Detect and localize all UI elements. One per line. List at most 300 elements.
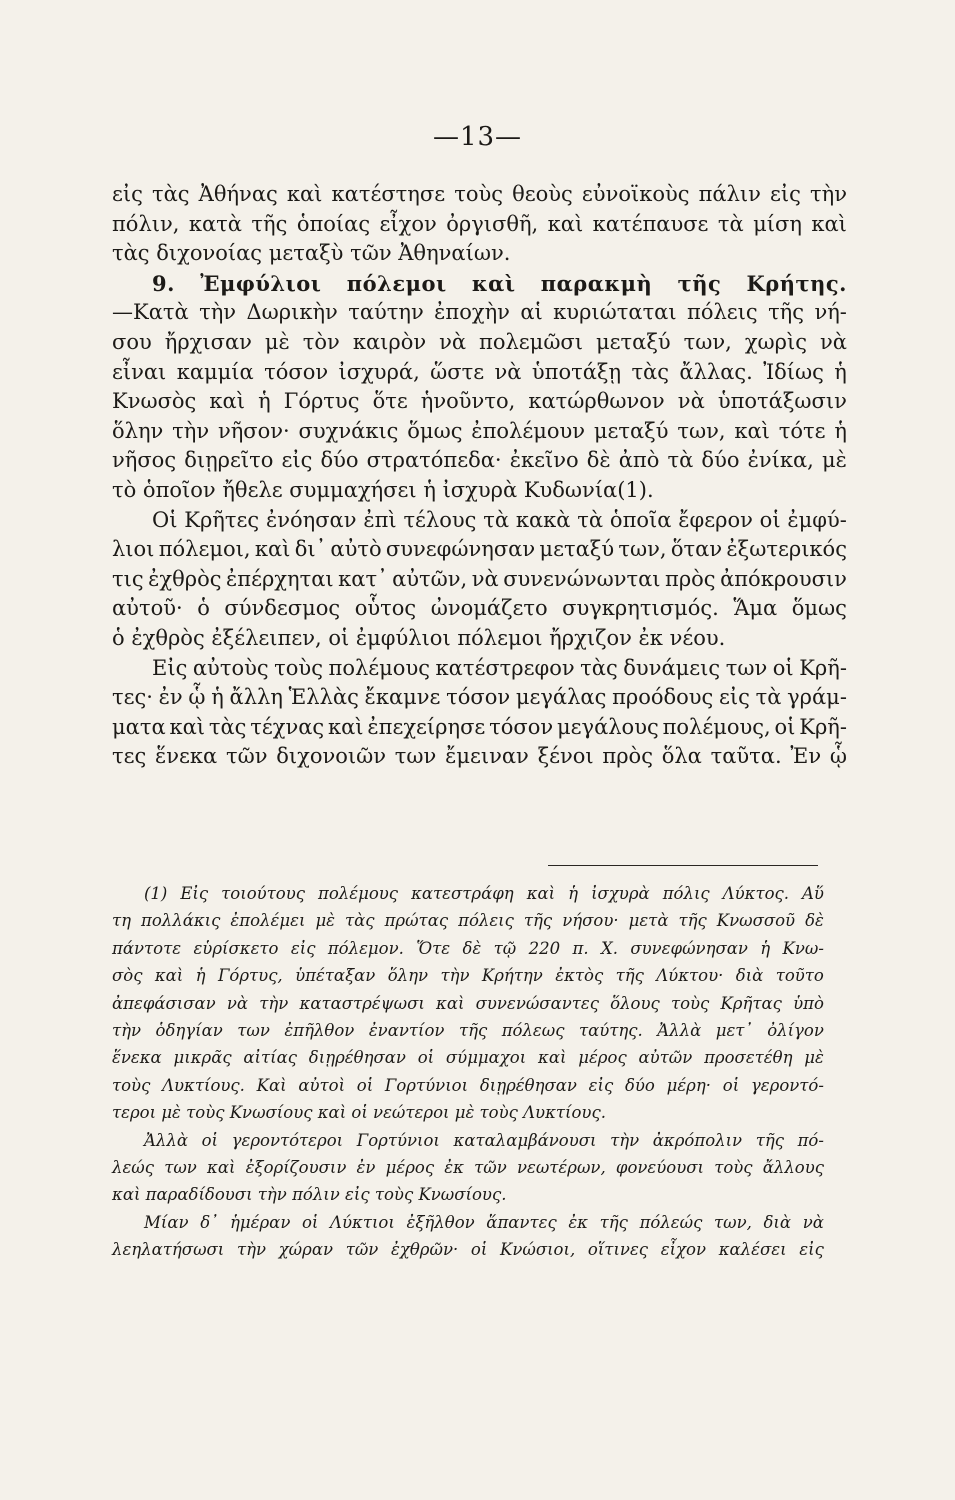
word: εἰς xyxy=(719,685,750,710)
word: τὰς xyxy=(208,714,247,739)
word: κατέστρεφον xyxy=(435,655,575,680)
text-line xyxy=(112,506,847,536)
word: πόλεως xyxy=(501,1020,565,1040)
word: τὰς xyxy=(580,655,618,680)
word: Ἑλλὰς xyxy=(288,685,359,710)
text-line-content xyxy=(112,358,847,388)
word: τέλους xyxy=(403,507,477,532)
word: ἐν xyxy=(356,1157,376,1177)
word: 220 xyxy=(528,938,561,958)
word: νὰ xyxy=(802,1212,824,1232)
word: αὐτοῦ· xyxy=(112,596,183,621)
word: Αὕ xyxy=(802,884,824,903)
text-line xyxy=(112,713,847,743)
word: ἕνεκα xyxy=(155,744,218,769)
word: οἱ xyxy=(417,1048,435,1068)
word: Ἀθήνας xyxy=(198,182,278,206)
footnote-line-content xyxy=(112,1154,824,1181)
word: πάλιν xyxy=(698,182,761,206)
word: 9. xyxy=(152,270,175,296)
text-line-content xyxy=(152,654,847,684)
word: ὅλους xyxy=(610,993,660,1013)
footnote-line-content xyxy=(144,1127,824,1154)
word: συγκρητισμός. xyxy=(562,596,719,621)
word: ἀπόκρουσιν xyxy=(720,566,847,591)
word: Κρήτην xyxy=(481,966,543,986)
footnote-divider xyxy=(548,865,818,866)
word: συνεφώνησαν xyxy=(630,938,748,958)
word: εἶναι xyxy=(112,359,167,384)
word: ἰσχυρά, xyxy=(338,359,420,384)
word: ἰσχυρὰ xyxy=(591,884,650,903)
footnote-line xyxy=(112,935,824,962)
word: ὀργισθῆ, xyxy=(446,211,539,236)
word: ἐπέρχηται xyxy=(226,566,334,591)
word: οἱ xyxy=(774,714,796,739)
word: κατεστράφη xyxy=(411,884,514,903)
word: κατ᾽ xyxy=(338,566,388,591)
word: Ἅμα xyxy=(733,596,778,621)
word: Ἀλλὰ xyxy=(657,1020,702,1040)
word: Λύκτου· xyxy=(656,966,724,986)
word: διὰ xyxy=(735,966,764,986)
word: κατώρθωνον xyxy=(528,389,665,414)
word: καὶ xyxy=(286,182,323,206)
word: προόδους xyxy=(612,685,714,710)
word: τότε xyxy=(778,418,826,443)
word: δύο xyxy=(320,448,359,473)
word: καὶ xyxy=(471,270,516,296)
word: κακὰ xyxy=(515,507,571,532)
word: ὅταν xyxy=(670,537,723,562)
footnote xyxy=(112,880,824,1263)
word: μὲ xyxy=(315,911,336,931)
footnote-line-content xyxy=(112,935,824,962)
word: ἄλλη xyxy=(229,685,283,710)
word: μὲ xyxy=(264,329,290,354)
word: σύνδεσμος xyxy=(224,596,341,621)
word: των, xyxy=(683,329,732,354)
word: μεταξύ xyxy=(593,418,669,443)
word: ἐμφύ- xyxy=(787,507,847,532)
word: μετ᾽ xyxy=(715,1020,753,1040)
word: ἐνίκα, xyxy=(747,448,814,473)
word: Μίαν xyxy=(144,1212,189,1232)
word: δυνάμεις xyxy=(623,655,721,680)
word: δὲ xyxy=(462,938,482,958)
word: πόλεις xyxy=(687,300,758,325)
footnote-line-content: καὶ παραδίδουσι τὴν πόλιν εἰς τοὺς Κνωσίους. xyxy=(112,1185,507,1205)
word: ὅλα xyxy=(661,744,702,769)
word: τὴν xyxy=(259,993,289,1013)
word: οἱ xyxy=(772,655,794,680)
word: Κρῆ- xyxy=(799,655,847,680)
word: μέρος xyxy=(578,1048,627,1068)
word: εἰς xyxy=(770,182,801,206)
word: τῆς xyxy=(458,1020,488,1040)
word: ἄλλας. xyxy=(679,359,753,384)
word: πολέμους xyxy=(318,884,399,903)
footnote-line xyxy=(112,907,824,934)
word: μὲ xyxy=(804,1048,824,1068)
text-line-content xyxy=(112,713,847,743)
text-line-content xyxy=(112,446,847,476)
footnote-line-content xyxy=(112,1072,824,1099)
word: τὸν xyxy=(302,329,340,354)
word: δὲ xyxy=(586,448,611,473)
word: μεταξύ xyxy=(539,537,615,562)
word: τες xyxy=(112,744,147,769)
word: τῷ xyxy=(493,938,517,958)
word: ἐκτὸς xyxy=(555,966,604,986)
word: καμμία xyxy=(176,359,254,384)
word: αὐτῶν xyxy=(638,1048,693,1068)
footnote-line-content xyxy=(112,990,824,1017)
word: τις xyxy=(112,566,144,591)
word: καὶ xyxy=(254,537,291,562)
word: εἶχον xyxy=(379,211,437,236)
word: των xyxy=(237,1020,270,1040)
word: λεηλατήσωσι xyxy=(112,1240,225,1260)
word: ὅλην xyxy=(112,418,164,443)
word: ὅμως xyxy=(407,418,463,443)
word: εἰς xyxy=(281,448,313,473)
word: καὶ xyxy=(538,1048,567,1068)
word: πόλεις xyxy=(458,911,514,931)
text-line xyxy=(112,180,847,210)
word: τη xyxy=(112,911,132,931)
word: πόλιν, xyxy=(112,211,180,236)
word: ἐπεχείρησε xyxy=(367,714,486,739)
word: Κρήτης. xyxy=(746,270,847,296)
word: των xyxy=(164,1157,197,1177)
text-line-content xyxy=(112,298,847,328)
word: εἰς xyxy=(112,182,143,206)
word: ἐκ xyxy=(568,1212,589,1232)
word: πρώτας xyxy=(384,911,449,931)
word: ἡνοῦντο, xyxy=(420,389,516,414)
word: Κρῆτες xyxy=(184,507,260,532)
word: τῆς xyxy=(615,966,644,986)
word: δὲ xyxy=(805,911,824,931)
text-line-content: ὁ ἐχθρὸς ἐξέλειπεν, οἱ ἐμφύλιοι πόλεμοι ἤρχιζον ἐκ νέου. xyxy=(112,625,726,650)
word: τῆς xyxy=(755,1130,784,1150)
word: μετὰ xyxy=(628,911,669,931)
word: ἔφερον xyxy=(678,507,753,532)
footnote-line-content xyxy=(144,1209,824,1236)
text-line-content xyxy=(112,210,847,240)
word: ὥστε xyxy=(430,359,485,384)
word: μεγάλας xyxy=(515,685,607,710)
word: εἰς xyxy=(588,1075,614,1095)
word: ἐπολέμει xyxy=(230,911,306,931)
word: ὑποτάξῃ xyxy=(531,359,622,384)
word: τὰ xyxy=(667,448,694,473)
word: ὑπέταξαν xyxy=(295,966,376,986)
footnote-line xyxy=(112,1099,824,1126)
word: ἐνόησαν xyxy=(265,507,357,532)
word: καταστρέψωσι xyxy=(299,993,425,1013)
word: ἀπὸ xyxy=(618,448,660,473)
word: ἐξωτερικός xyxy=(726,537,847,562)
word: τῶν xyxy=(345,1240,379,1260)
word: ὑποτάξωσιν xyxy=(717,389,847,414)
word: πρὸς xyxy=(602,744,653,769)
text-line xyxy=(112,624,847,654)
word: Ἐμφύλιοι xyxy=(200,270,322,296)
word: καὶ xyxy=(154,966,184,986)
word: αἰτίας xyxy=(243,1048,297,1068)
word: τῶν xyxy=(474,1157,507,1177)
word: ἐναντίον xyxy=(368,1020,445,1040)
word: καὶ xyxy=(328,714,364,739)
text-line xyxy=(112,446,847,476)
word: τὴν xyxy=(610,1130,640,1150)
word: εὐνοϊκοὺς xyxy=(581,182,690,206)
word: ἐκεῖνο xyxy=(509,448,579,473)
word: καὶ xyxy=(436,993,465,1013)
word: καὶ xyxy=(169,714,206,739)
word: των, xyxy=(714,1212,752,1232)
word: ἡ xyxy=(760,938,771,958)
word: Κνωσὸς xyxy=(112,389,197,414)
word: δύο xyxy=(624,1075,655,1095)
word: τόσον xyxy=(446,685,511,710)
section-heading-text xyxy=(152,269,847,299)
text-line xyxy=(112,239,847,269)
text-line xyxy=(112,328,847,358)
word: Κρῆ- xyxy=(799,714,847,739)
word: ξένοι xyxy=(537,744,594,769)
word: θεοὺς xyxy=(512,182,573,206)
word: Εἰς xyxy=(152,655,188,680)
footnote-line-content xyxy=(112,1044,824,1071)
text-line xyxy=(112,742,847,772)
word: τὰ xyxy=(577,507,604,532)
word: τῆς xyxy=(599,1212,628,1232)
word: (1) xyxy=(144,884,168,903)
word: ἀκρόπολιν xyxy=(652,1130,743,1150)
word: κατὰ xyxy=(188,211,242,236)
text-line-content xyxy=(112,535,847,565)
text-line-content xyxy=(112,565,847,595)
text-line xyxy=(112,298,847,328)
word: νὰ xyxy=(820,329,847,354)
word: γεροντότεροι xyxy=(231,1130,344,1150)
text-line-content xyxy=(112,683,847,713)
word: Λυκτίους. xyxy=(162,1075,245,1095)
word: νή- xyxy=(814,300,847,325)
word: Ὅτε xyxy=(416,938,451,958)
word: διὰ xyxy=(763,1212,792,1232)
footnote-line xyxy=(112,1181,824,1208)
word: τὰ xyxy=(717,211,744,236)
word: Κρῆτας xyxy=(720,993,782,1013)
text-line xyxy=(112,565,847,595)
word: ἐποχὴν xyxy=(434,300,510,325)
word: οἱ xyxy=(302,1212,319,1232)
text-line-content xyxy=(112,387,847,417)
word: ᾧ xyxy=(188,685,206,710)
word: διῃρεῖτο xyxy=(184,448,274,473)
word: συνενώσαντες xyxy=(475,993,599,1013)
word: φονεύουσι xyxy=(615,1157,705,1177)
word: τὴν xyxy=(112,1020,142,1040)
word: ἀπεφάσισαν xyxy=(112,993,216,1013)
word: ταύτην xyxy=(348,300,424,325)
text-line xyxy=(112,387,847,417)
word: ὁδηγίαν xyxy=(155,1020,223,1040)
word: νὰ xyxy=(677,389,705,414)
word: των, xyxy=(677,418,726,443)
word: μίση xyxy=(753,211,802,236)
word: ταύτης. xyxy=(578,1020,643,1040)
word: νεωτέρων, xyxy=(516,1157,606,1177)
word: οἵτινες xyxy=(587,1240,649,1260)
word: Γορτύνιοι xyxy=(356,1130,440,1150)
word: λιοι xyxy=(112,537,155,562)
section-heading xyxy=(112,269,847,299)
word: δ᾽ xyxy=(200,1212,219,1232)
word: μέρη· xyxy=(666,1075,712,1095)
word: κατέπαυσε xyxy=(592,211,709,236)
word: Καὶ xyxy=(256,1075,287,1095)
footnote-line xyxy=(112,1127,824,1154)
word: νὰ xyxy=(226,993,249,1013)
word: τόσον xyxy=(264,359,329,384)
word: μεγάλους xyxy=(556,714,659,739)
text-line xyxy=(112,594,847,624)
footnote-line-content xyxy=(112,1017,824,1044)
footnote-line xyxy=(112,1017,824,1044)
word: τῆς xyxy=(251,211,288,236)
footnote-line xyxy=(112,990,824,1017)
footnote-line-content xyxy=(112,962,824,989)
word: ᾧ xyxy=(829,744,847,769)
word: νὰ xyxy=(439,329,467,354)
footnote-line xyxy=(112,1044,824,1071)
word: ἐπολέμουν xyxy=(471,418,586,443)
word: καταλαμβάνουσι xyxy=(453,1130,597,1150)
word: χωρὶς xyxy=(744,329,808,354)
word: πό- xyxy=(797,1130,824,1150)
word: Εἰς xyxy=(180,884,209,903)
word: σου xyxy=(112,329,152,354)
word: αἱ xyxy=(520,300,543,325)
word: Κνώσιοι, xyxy=(500,1240,576,1260)
footnote-line-content: τεροι μὲ τοὺς Κνωσίους καὶ οἱ νεώτεροι μὲ τοὺς Λυκτίους. xyxy=(112,1103,606,1123)
text-line xyxy=(112,654,847,684)
word: ἔκαμνε xyxy=(364,685,441,710)
word: των xyxy=(394,744,437,769)
word: ἐκ xyxy=(444,1157,464,1177)
word: τέχνας xyxy=(250,714,325,739)
word: ὁποῖα xyxy=(609,507,672,532)
word: τὴν xyxy=(199,300,237,325)
word: ὅτε xyxy=(372,389,408,414)
word: τῆς xyxy=(768,300,805,325)
word: μὲ xyxy=(821,448,847,473)
word: ὑπὸ xyxy=(793,993,824,1013)
word: οὗτος xyxy=(354,596,417,621)
text-line-content: τὰς διχονοίας μεταξὺ τῶν Ἀθηναίων. xyxy=(112,241,511,266)
footnote-line xyxy=(112,880,824,907)
text-line-content xyxy=(152,506,847,536)
footnote-line xyxy=(112,1209,824,1236)
word: καιρὸν xyxy=(352,329,427,354)
word: ὅμως xyxy=(791,596,847,621)
word: καὶ xyxy=(811,211,847,236)
word: τὰ xyxy=(755,685,782,710)
word: Γορτύνιοι xyxy=(384,1075,469,1095)
word: δι᾽ xyxy=(294,537,327,562)
word: συνενώνωνται xyxy=(503,566,661,591)
word: ἕνεκα xyxy=(112,1048,162,1068)
word: των xyxy=(725,655,768,680)
word: ὁ xyxy=(197,596,210,621)
word: τοιούτους xyxy=(221,884,306,903)
word: πόλις xyxy=(662,884,710,903)
word: Λύκτος. xyxy=(722,884,789,903)
footnote-line xyxy=(112,1072,824,1099)
word: παρακμὴ xyxy=(540,270,653,296)
word: πολλάκις xyxy=(141,911,221,931)
word: καὶ xyxy=(209,389,245,414)
word: κυριώταται xyxy=(553,300,677,325)
word: τὰς xyxy=(345,911,375,931)
word: εἰς xyxy=(799,1240,824,1260)
word: ἤρχισαν xyxy=(164,329,252,354)
word: Οἱ xyxy=(152,507,178,532)
footnote-line-content xyxy=(112,907,824,934)
word: συχνάκις xyxy=(298,418,399,443)
word: ἄλλους xyxy=(762,1157,824,1177)
text-line xyxy=(112,358,847,388)
word: τὰς xyxy=(631,359,669,384)
word: μεταξύ xyxy=(596,329,671,354)
word: νῆσον· xyxy=(217,418,290,443)
word: πολεμῶσι xyxy=(479,329,584,354)
word: μικρᾶς xyxy=(173,1048,232,1068)
word: τὰ xyxy=(483,507,510,532)
word: οἱ xyxy=(356,1075,374,1095)
word: ἡ xyxy=(568,884,579,903)
word: ματα xyxy=(112,714,166,739)
word: ἡ xyxy=(195,966,206,986)
word: εἰς xyxy=(290,938,316,958)
word: τῆς xyxy=(677,270,722,296)
word: ὁποίας xyxy=(296,211,371,236)
word: τοὺς xyxy=(112,1075,151,1095)
word: ἡμέραν xyxy=(230,1212,291,1232)
word: Κνωσσοῦ xyxy=(716,911,796,931)
word: Ἀλλὰ xyxy=(144,1130,188,1150)
text-line-content xyxy=(112,594,847,624)
word: στρατόπεδα· xyxy=(366,448,502,473)
word: τὴν xyxy=(810,182,847,206)
word: Λύκτιοι xyxy=(330,1212,395,1232)
word: Χ. xyxy=(600,938,618,958)
word: συνεφώνησαν xyxy=(385,537,536,562)
word: καλέσει xyxy=(718,1240,787,1260)
word: οἱ xyxy=(201,1130,218,1150)
word: εὑρίσκετο xyxy=(193,938,279,958)
word: ἐξῆλθον xyxy=(406,1212,475,1232)
word: καὶ xyxy=(734,418,770,443)
word: ἡ xyxy=(258,389,271,414)
word: οἱ xyxy=(759,507,781,532)
word: νὰ xyxy=(471,566,499,591)
